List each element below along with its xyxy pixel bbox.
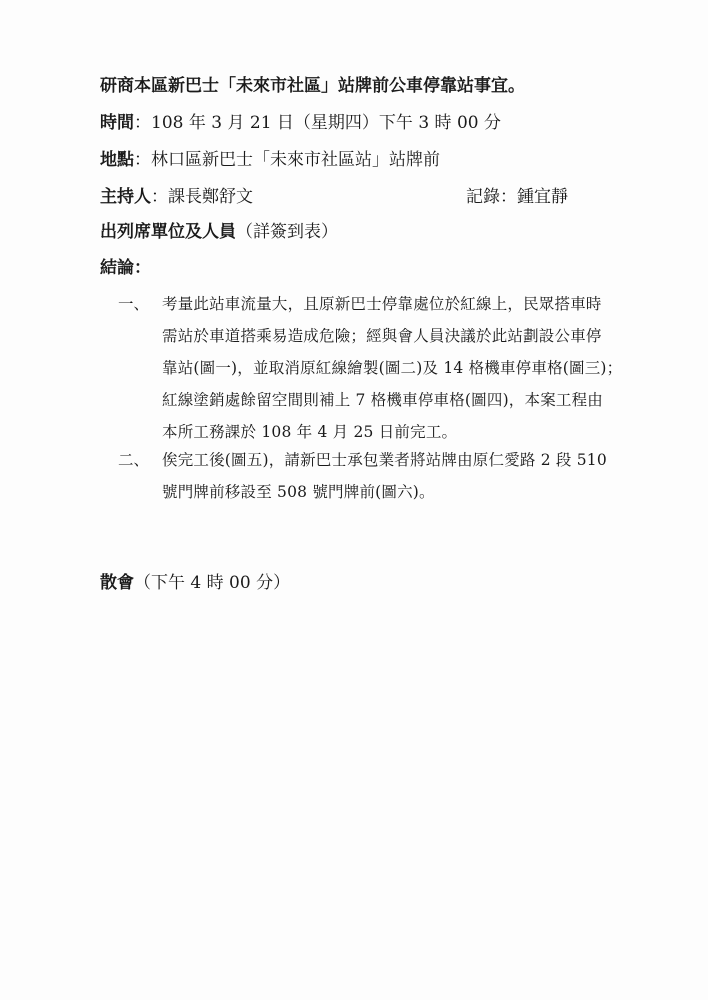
item-line: 本所工務課於 108 年 4 月 25 日前完工。 [162,423,458,441]
meeting-time [100,111,501,135]
item-number: 二、 [118,451,150,469]
item-line: 需站於車道搭乘易造成危險；經與會人員決議於此站劃設公車停 [162,327,602,345]
item-line: 靠站(圖一)，並取消原紅線繪製(圖二)及 14 格機車停車格(圖三)； [162,359,623,377]
item-line: 考量此站車流量大，且原新巴士停靠處位於紅線上，民眾搭車時 [162,295,602,313]
place-value: ：林口區新巴士「未來市社區站」站牌前 [134,150,440,170]
attendees-value: （詳簽到表） [236,222,338,242]
meeting-place [100,148,440,172]
time-label: 時間 [100,113,134,133]
meeting-attendees [100,220,338,244]
meeting-recorder: 記錄：鍾宜靜 [466,187,568,207]
item-number: 一、 [118,295,150,313]
meeting-adjourn [100,571,290,595]
adjourn-label: 散會 [100,573,134,593]
host-label: 主持人 [100,187,151,207]
place-label: 地點 [100,150,134,170]
time-value: ：108 年 3 月 21 日（星期四）下午 3 時 00 分 [134,113,501,133]
meeting-subject: 研商本區新巴士「未來市社區」站牌前公車停靠站事宜。 [100,76,525,96]
host-value: ：課長鄭舒文 [151,187,253,207]
meeting-host [100,185,253,209]
item-line: 號門牌前移設至 508 號門牌前(圖六)。 [162,483,435,501]
item-line: 紅線塗銷處餘留空間則補上 7 格機車停車格(圖四)，本案工程由 [162,391,604,409]
attendees-label: 出列席單位及人員 [100,222,236,242]
conclusion-heading: 結論： [100,258,151,278]
item-line: 俟完工後(圖五)，請新巴士承包業者將站牌由原仁愛路 2 段 510 [162,451,607,469]
adjourn-value: （下午 4 時 00 分） [134,573,291,593]
